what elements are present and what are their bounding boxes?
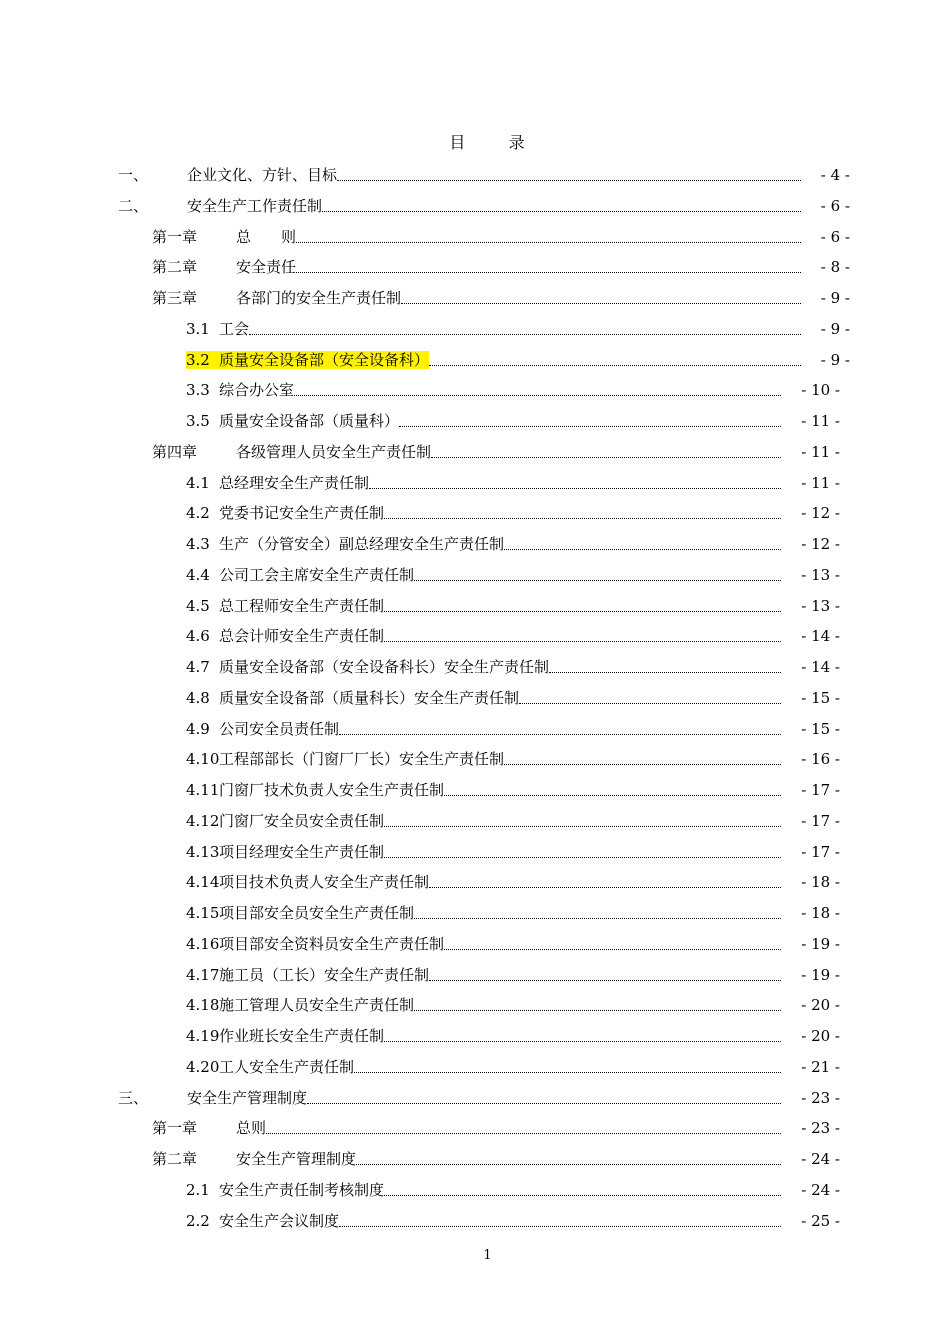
toc-leader-dots (266, 1115, 781, 1134)
toc-leader-dots (444, 931, 781, 950)
toc-entry-page: - 9 - (820, 289, 850, 307)
toc-entry[interactable] (186, 375, 840, 399)
toc-leader-dots (504, 746, 781, 765)
toc-leader-dots (296, 254, 801, 273)
toc-entry-label: 质量安全设备部（质量科长）安全生产责任制 (219, 688, 520, 707)
toc-entry-number: 4.5 (186, 596, 210, 615)
toc-entry-page: - 12 - (801, 504, 840, 523)
toc-entry-page: - 9 - (820, 350, 850, 369)
toc-entry[interactable] (186, 498, 840, 522)
toc-leader-dots (429, 869, 781, 888)
toc-leader-dots (296, 224, 801, 243)
page-number: 1 (483, 1248, 492, 1263)
toc-entry-number: 第一章 (152, 227, 198, 246)
toc-entry-page: - 13 - (801, 596, 840, 615)
toc-entry-label: 质量安全设备部（安全设备科长）安全生产责任制 (219, 658, 550, 676)
toc-entry-label: 工人安全生产责任制 (219, 1057, 355, 1076)
toc-entry-number: 2.1 (186, 1180, 210, 1199)
toc-entry-page: - 18 - (801, 904, 840, 922)
toc-entry-number: 4.13 (186, 842, 220, 861)
toc-entry-label: 项目经理安全生产责任制 (219, 842, 385, 861)
toc-entry[interactable] (186, 806, 840, 830)
toc-entry-page: - 24 - (801, 1180, 840, 1199)
toc-entry-page: - 15 - (801, 688, 840, 707)
toc-entry-number: 一、 (118, 166, 149, 184)
toc-leader-dots (384, 1177, 781, 1196)
toc-entry-number: 4.7 (186, 658, 210, 676)
toc-entry[interactable] (186, 867, 840, 891)
toc-entry-label: 各部门的安全生产责任制 (236, 289, 402, 307)
toc-entry-label: 工会 (219, 319, 250, 338)
toc-leader-dots (339, 716, 781, 735)
toc-leader-dots (444, 777, 781, 796)
toc-leader-dots (384, 593, 781, 612)
toc-entry-page: - 24 - (801, 1150, 840, 1168)
toc-entry-page: - 17 - (801, 781, 840, 799)
toc-entry[interactable] (186, 714, 840, 738)
toc-leader-dots (322, 193, 801, 212)
toc-entry[interactable] (186, 929, 840, 953)
toc-entry-label: 工程部部长（门窗厂厂长）安全生产责任制 (219, 750, 505, 769)
toc-entry-page: - 14 - (801, 658, 840, 676)
toc-leader-dots (519, 685, 781, 704)
toc-entry-page: - 13 - (801, 565, 840, 584)
toc-entry-number: 4.16 (186, 934, 220, 953)
toc-entry-page: - 23 - (801, 1119, 840, 1138)
toc-entry-number: 4.8 (186, 688, 210, 707)
toc-entry-label: 公司安全员责任制 (219, 719, 340, 738)
toc-entry[interactable] (186, 591, 840, 615)
toc-entry-page: - 18 - (801, 873, 840, 892)
toc-entry-number: 第一章 (152, 1119, 198, 1138)
toc-entry[interactable] (186, 529, 840, 553)
toc-title-char-2: 录 (508, 133, 526, 152)
toc-entry[interactable] (186, 1175, 840, 1199)
toc-entry[interactable] (186, 406, 840, 430)
toc-entry-page: - 11 - (801, 412, 840, 430)
toc-entry-label: 总工程师安全生产责任制 (219, 596, 385, 615)
toc-entry-page: - 10 - (801, 381, 840, 400)
toc-entry-number: 第二章 (152, 1150, 198, 1168)
toc-entry[interactable] (186, 345, 850, 369)
toc-entry-page: - 25 - (801, 1211, 840, 1230)
toc-entry-label: 党委书记安全生产责任制 (219, 504, 385, 523)
toc-entry-page: - 20 - (801, 996, 840, 1015)
toc-leader-dots (337, 162, 801, 181)
toc-entry-number: 4.20 (186, 1057, 220, 1076)
toc-entry-number: 3.1 (186, 319, 210, 338)
toc-entry-label: 企业文化、方针、目标 (187, 166, 338, 184)
toc-entry[interactable] (186, 621, 840, 645)
toc-entry-label: 项目技术负责人安全生产责任制 (219, 873, 430, 892)
toc-entry-number: 3.2 (186, 351, 219, 369)
toc-entry-number: 4.9 (186, 719, 210, 738)
toc-entry-page: - 14 - (801, 627, 840, 646)
toc-entry-page: - 17 - (801, 811, 840, 830)
toc-entry[interactable] (152, 283, 850, 307)
toc-entry[interactable] (186, 837, 840, 861)
toc-entry-number: 4.3 (186, 535, 210, 553)
toc-leader-dots (431, 439, 781, 458)
toc-entry-number: 4.18 (186, 996, 220, 1015)
toc-entry[interactable] (152, 222, 850, 246)
toc-entry-label: 综合办公室 (219, 381, 295, 400)
toc-entry-label: 总会计师安全生产责任制 (219, 627, 385, 646)
toc-leader-dots (414, 562, 781, 581)
toc-entry[interactable] (186, 652, 840, 676)
toc-entry-label: 安全生产工作责任制 (187, 196, 323, 215)
toc-entry-page: - 21 - (801, 1057, 840, 1076)
toc-entry[interactable] (118, 160, 850, 184)
toc-entry-page: - 12 - (801, 535, 840, 553)
toc-entry-label: 施工员（工长）安全生产责任制 (219, 965, 430, 984)
toc-entry-label: 施工管理人员安全生产责任制 (219, 996, 415, 1015)
toc-entry-page: - 8 - (820, 258, 850, 277)
toc-entry-number: 4.6 (186, 627, 210, 646)
toc-entry[interactable] (186, 683, 840, 707)
toc-leader-dots (339, 1208, 781, 1227)
toc-entry-number: 3.5 (186, 412, 210, 430)
toc-leader-dots (429, 962, 781, 981)
toc-entry[interactable] (152, 252, 850, 276)
toc-entry-label: 质量安全设备部（质量科） (219, 412, 400, 430)
toc-leader-dots (384, 1023, 781, 1042)
toc-title-char-1: 目 (449, 133, 467, 152)
toc-entry-page: - 19 - (801, 934, 840, 953)
toc-entry-label: 总则 (236, 1119, 267, 1138)
toc-leader-dots (369, 470, 781, 489)
toc-entry-number: 第三章 (152, 289, 198, 307)
toc-entry-number: 4.12 (186, 811, 220, 830)
toc-entry[interactable] (186, 898, 840, 922)
toc-leader-dots (414, 900, 781, 919)
toc-leader-dots (399, 408, 781, 427)
toc-entry-label: 公司工会主席安全生产责任制 (219, 565, 415, 584)
toc-entry[interactable] (186, 314, 850, 338)
toc-entry-label: 作业班长安全生产责任制 (219, 1027, 385, 1045)
toc-entry[interactable] (118, 191, 850, 215)
toc-entry-label: 门窗厂技术负责人安全生产责任制 (219, 781, 445, 799)
toc-leader-dots (356, 1146, 781, 1165)
toc-entry-label: 安全生产管理制度 (187, 1088, 308, 1107)
toc-leader-dots (384, 623, 781, 642)
toc-entry-number: 4.11 (186, 781, 220, 799)
toc-leader-dots (429, 347, 801, 366)
toc-entry[interactable] (186, 468, 840, 492)
toc-entry[interactable] (186, 1021, 840, 1045)
toc-entry[interactable] (186, 1206, 840, 1230)
toc-entry[interactable] (186, 560, 840, 584)
toc-entry-page: - 15 - (801, 719, 840, 738)
toc-leader-dots (354, 1054, 781, 1073)
toc-entry-number: 4.15 (186, 904, 220, 922)
toc-leader-dots (549, 654, 781, 673)
toc-leader-dots (249, 316, 801, 335)
toc-entry[interactable] (186, 960, 840, 984)
toc-entry-number: 4.14 (186, 873, 220, 892)
toc-leader-dots (384, 839, 781, 858)
toc-entry-label: 项目部安全资料员安全生产责任制 (219, 934, 445, 953)
toc-entry-page: - 6 - (820, 196, 850, 215)
toc-entry-page: - 17 - (801, 842, 840, 861)
toc-entry-page: - 6 - (820, 227, 850, 246)
toc-entry-page: - 11 - (801, 442, 840, 461)
toc-entry[interactable] (152, 1144, 840, 1168)
toc-entry-number: 第二章 (152, 258, 198, 277)
toc-entry-label: 总 则 (236, 227, 297, 246)
toc-entry-page: - 4 - (820, 166, 850, 184)
toc-leader-dots (504, 531, 781, 550)
toc-entry[interactable] (186, 744, 840, 768)
toc-leader-dots (401, 285, 801, 304)
toc-entry-number: 4.1 (186, 473, 210, 492)
toc-entry[interactable] (186, 775, 840, 799)
toc-entry-page: - 20 - (801, 1027, 840, 1045)
toc-entry-number: 4.17 (186, 965, 220, 984)
toc-entry-label: 生产（分管安全）副总经理安全生产责任制 (219, 535, 505, 553)
toc-entry-page: - 19 - (801, 965, 840, 984)
toc-entry-number: 2.2 (186, 1211, 210, 1230)
toc-entry[interactable] (152, 437, 840, 461)
toc-entry-number: 第四章 (152, 442, 198, 461)
toc-entry-number: 3.3 (186, 381, 210, 400)
toc-entry-label: 项目部安全员安全生产责任制 (219, 904, 415, 922)
toc-entry[interactable] (152, 1113, 840, 1137)
toc-entry-number: 4.10 (186, 750, 220, 769)
toc-title (0, 130, 950, 153)
toc-leader-dots (384, 808, 781, 827)
toc-entry-label: 安全生产会议制度 (219, 1211, 340, 1230)
toc-entry-label: 安全责任 (236, 258, 297, 277)
toc-entry[interactable] (118, 1083, 840, 1107)
toc-entry-label: 门窗厂安全员安全责任制 (219, 811, 385, 830)
toc-entry-number: 4.19 (186, 1027, 220, 1045)
toc-leader-dots (307, 1085, 781, 1104)
toc-leader-dots (414, 992, 781, 1011)
toc-entry-page: - 16 - (801, 750, 840, 769)
toc-entry-page: - 11 - (801, 473, 840, 492)
toc-entry-label: 质量安全设备部（安全设备科） (219, 350, 430, 369)
toc-entry-label: 总经理安全生产责任制 (219, 473, 370, 492)
toc-entry[interactable] (186, 1052, 840, 1076)
toc-entry-label: 各级管理人员安全生产责任制 (236, 442, 432, 461)
toc-leader-dots (294, 377, 781, 396)
toc-entry-number: 4.2 (186, 504, 210, 523)
toc-entry-label: 安全生产责任制考核制度 (219, 1180, 385, 1199)
toc-entry[interactable] (186, 990, 840, 1014)
toc-entry-page: - 23 - (801, 1088, 840, 1107)
toc-entry-number: 二、 (118, 196, 149, 215)
toc-entry-number: 4.4 (186, 565, 210, 584)
toc-entry-number: 三、 (118, 1088, 149, 1107)
toc-entry-page: - 9 - (820, 319, 850, 338)
toc-entry-label: 安全生产管理制度 (236, 1150, 357, 1168)
toc-leader-dots (384, 500, 781, 519)
